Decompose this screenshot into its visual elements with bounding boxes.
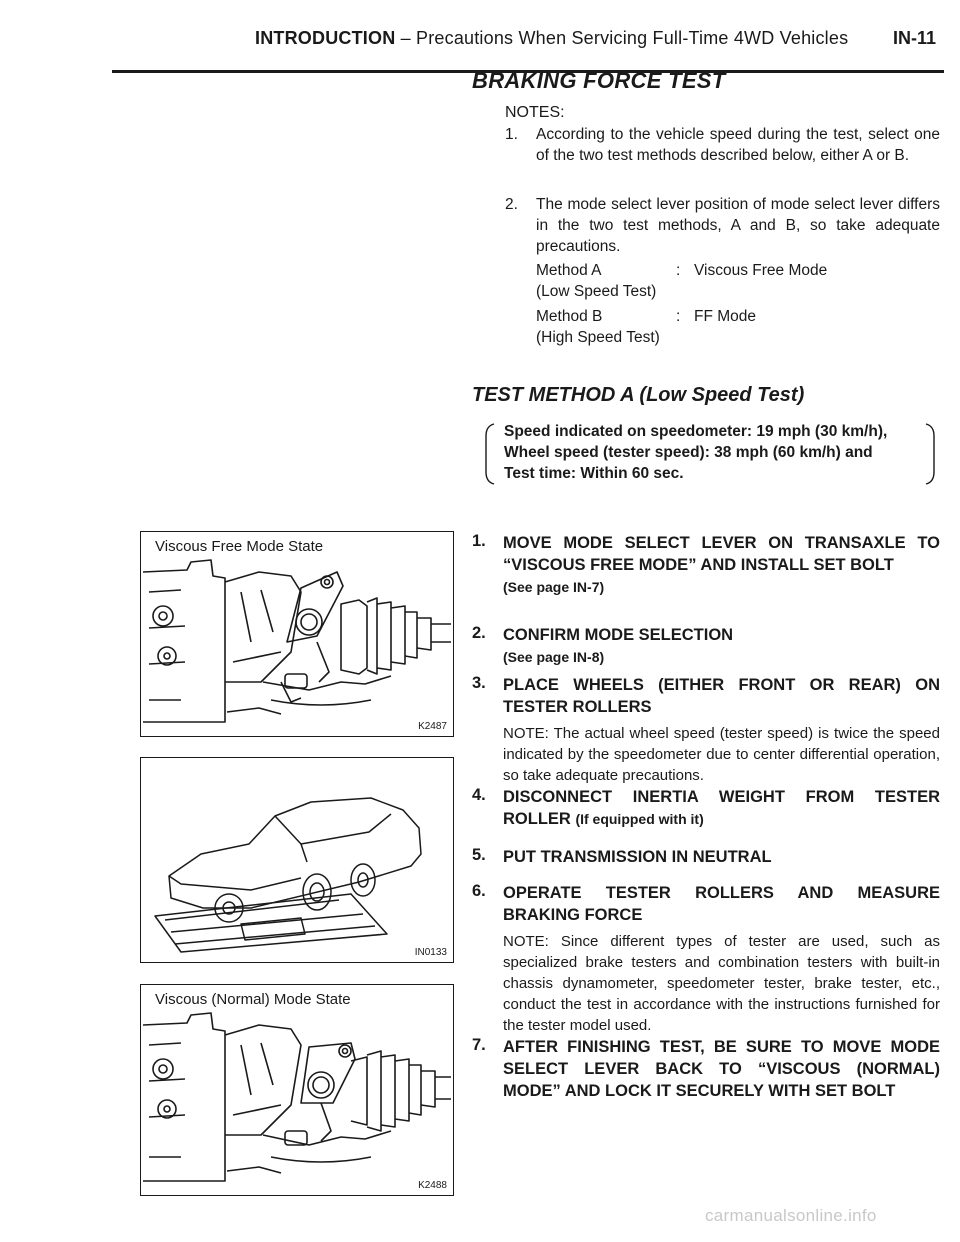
step-title: PUT TRANSMISSION IN NEUTRAL [503,848,772,866]
step-title: OPERATE TESTER ROLLERS AND MEASURE BRAKING FORCE [503,884,940,924]
step-2 [472,624,940,672]
header-section: INTRODUCTION [255,28,396,48]
step-number: 4. [472,786,486,804]
page-number: IN-11 [893,28,937,48]
step-5 [472,846,940,870]
step-number: 2. [472,624,486,642]
note-number: 1. [505,126,518,143]
figure-caption: Viscous (Normal) Mode State [155,991,351,1008]
step-number: 7. [472,1036,486,1054]
method-colon: : [676,308,681,325]
step-reference: (If equipped with it) [575,811,704,827]
method-value: FF Mode [694,308,757,325]
figure-car-on-tester [140,757,454,963]
step-title: PLACE WHEELS (EITHER FRONT OR REAR) ON TESTER ROLLERS [503,676,940,716]
notes-label: NOTES: [505,104,565,121]
step-number: 3. [472,674,486,692]
method-a-row [536,260,936,304]
step-7 [472,1036,940,1106]
step-number: 1. [472,532,486,550]
step-title [503,624,940,668]
step-note: NOTE: Since different types of tester are used, such as specialized brake testers and combination testers with built-in chassis dynamometer, speedometer tester, brake tester, etc., conduct the test in accordance with the instructions furnished for the tester model used. [503,933,940,1034]
method-label: Method B [536,308,603,325]
step-number: 6. [472,882,486,900]
step-title: AFTER FINISHING TEST, BE SURE TO MOVE MODE SELECT LEVER BACK TO “VISCOUS (NORMAL) MODE” AND LOCK IT SECURELY WITH SET BOLT [503,1038,940,1100]
spec-test-time: Test time: Within 60 sec. [504,465,684,482]
method-sub: (Low Speed Test) [536,283,657,300]
step-3 [472,674,940,784]
figure-viscous-normal-mode [140,984,454,1196]
step-reference: (See page IN-7) [503,579,605,595]
step-title-text: DISCONNECT INERTIA WEIGHT FROM TESTER ROLLER [503,788,940,828]
spec-wheel-speed: Wheel speed (tester speed): 38 mph (60 km/h) and [504,444,873,461]
header-subtitle: – Precautions When Servicing Full-Time 4WD Vehicles [395,28,849,48]
note-2 [505,194,940,260]
method-colon: : [676,262,681,279]
method-b-row [536,306,936,350]
figure-code: K2487 [418,721,447,732]
section-title-test-method-a: TEST METHOD A (Low Speed Test) [472,384,805,406]
method-label: Method A [536,262,602,279]
note-text: The mode select lever position of mode select lever differs in the two test methods, A and B, so take adequate precautions. [536,196,940,255]
step-title-text: MOVE MODE SELECT LEVER ON TRANSAXLE TO “VISCOUS FREE MODE” AND INSTALL SET BOLT [503,534,940,574]
transaxle-illustration [141,985,453,1195]
section-title-braking-force-test: BRAKING FORCE TEST [472,68,726,93]
step-reference: (See page IN-8) [503,649,605,665]
note-number: 2. [505,196,518,213]
step-4 [472,786,940,834]
spec-box [480,420,940,488]
figure-code: K2488 [418,1180,447,1191]
page-header [0,22,960,52]
method-sub: (High Speed Test) [536,329,660,346]
step-6 [472,882,940,1032]
step-number: 5. [472,846,486,864]
header-title [255,28,848,49]
step-title [503,532,940,598]
method-value: Viscous Free Mode [694,262,828,279]
step-note: NOTE: The actual wheel speed (tester speed) is twice the speed indicated by the speedometer due to center differential operation, so take adequate precautions. [503,725,940,784]
figure-viscous-free-mode [140,531,454,737]
transaxle-illustration [141,532,453,736]
step-title [503,786,940,830]
note-text: According to the vehicle speed during the test, select one of the two test methods described below, either A or B. [536,126,940,164]
car-on-tester-rollers-illustration [141,758,453,962]
figure-code: IN0133 [414,947,447,958]
figure-caption: Viscous Free Mode State [155,538,324,555]
step-title-text: CONFIRM MODE SELECTION [503,626,734,644]
spec-speedometer: Speed indicated on speedometer: 19 mph (30 km/h), [504,423,888,440]
note-1 [505,124,940,190]
step-1 [472,532,940,622]
watermark-text: carmanualsonline.info [705,1206,877,1225]
